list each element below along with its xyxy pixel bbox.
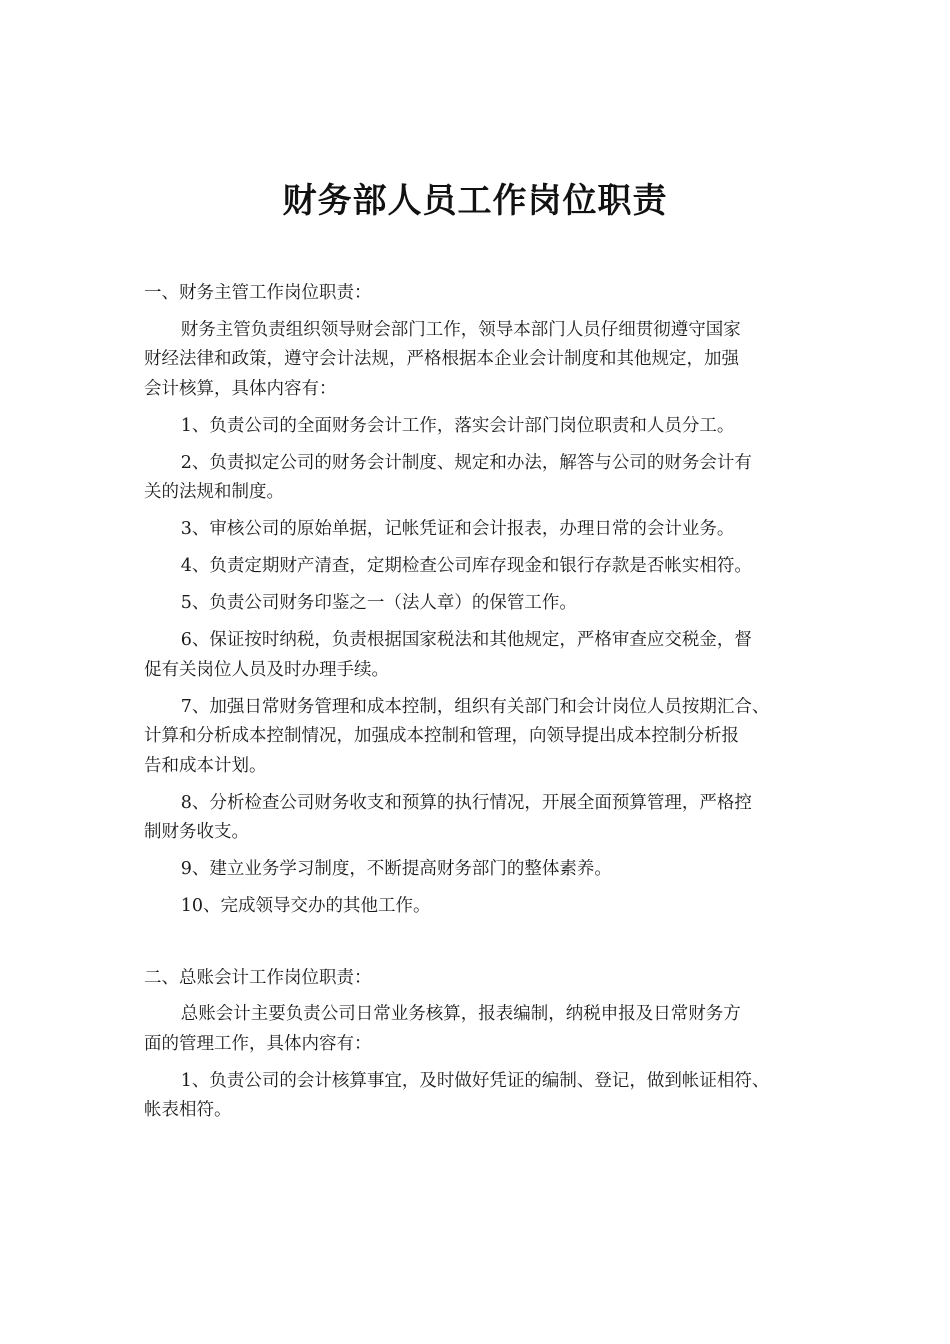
paragraph-line: 总账会计主要负责公司日常业务核算，报表编制，纳税申报及日常财务方 — [180, 1004, 741, 1024]
paragraph-line: 财经法律和政策，遵守会计法规，严格根据本企业会计制度和其他规定，加强 — [144, 349, 739, 369]
paragraph-line: 2、负责拟定公司的财务会计制度、规定和办法，解答与公司的财务会计有 — [180, 452, 752, 473]
paragraph-line: 1、负责公司的会计核算事宜，及时做好凭证的编制、登记，做到帐证相符、 — [180, 1070, 770, 1091]
paragraph-line: 8、分析检查公司财务收支和预算的执行情况，开展全面预算管理，严格控 — [180, 792, 752, 813]
list-item — [144, 693, 824, 782]
paragraph-line: 6、保证按时纳税，负责根据国家税法和其他规定，严格审查应交税金，督 — [180, 630, 752, 650]
paragraph-line: 告和成本计划。 — [144, 755, 267, 776]
paragraph-line: 促有关岗位人员及时办理手续。 — [144, 659, 389, 680]
paragraph-line: 1、负责公司的全面财务会计工作，落实会计部门岗位职责和人员分工。 — [180, 415, 735, 436]
paragraph-line: 计算和分析成本控制情况，加强成本控制和管理，向领导提出成本控制分析报 — [144, 726, 739, 746]
list-item — [144, 1067, 824, 1126]
list-item — [144, 552, 824, 582]
section-finance-supervisor — [144, 279, 824, 922]
paragraph-line: 4、负责定期财产清查，定期检查公司库存现金和银行存款是否帐实相符。 — [180, 556, 752, 576]
paragraph-line: 9、建立业务学习制度，不断提高财务部门的整体素养。 — [180, 859, 612, 879]
paragraph-line: 7、加强日常财务管理和成本控制，组织有关部门和会计岗位人员按期汇合、 — [180, 696, 770, 717]
list-item — [144, 855, 824, 885]
list-item — [144, 789, 824, 848]
list-item — [144, 892, 824, 922]
paragraph-line: 财务主管负责组织领导财会部门工作，领导本部门人员仔细贯彻遵守国家 — [180, 319, 741, 340]
list-item — [144, 412, 824, 442]
document-body — [144, 279, 824, 1133]
list-item — [144, 449, 824, 508]
paragraph-line: 帐表相符。 — [144, 1100, 232, 1120]
section-heading: 二、总账会计工作岗位职责： — [144, 967, 372, 988]
section-general-ledger-accountant — [144, 964, 824, 1126]
list-item — [144, 626, 824, 685]
paragraph-line: 制财务收支。 — [144, 822, 249, 842]
list-item — [144, 515, 824, 545]
paragraph-intro — [144, 1000, 824, 1059]
paragraph-line: 3、审核公司的原始单据，记帐凭证和会计报表，办理日常的会计业务。 — [180, 519, 735, 539]
paragraph-line: 10、完成领导交办的其他工作。 — [180, 896, 431, 916]
document-title: 财务部人员工作岗位职责 — [282, 180, 668, 221]
paragraph-line: 关的法规和制度。 — [144, 482, 284, 502]
list-item — [144, 589, 824, 619]
paragraph-intro — [144, 316, 824, 405]
paragraph-line: 会计核算，具体内容有： — [144, 378, 337, 399]
section-heading: 一、财务主管工作岗位职责： — [144, 283, 372, 303]
paragraph-line: 5、负责公司财务印鉴之一（法人章）的保管工作。 — [180, 593, 577, 613]
paragraph-line: 面的管理工作，具体内容有： — [144, 1033, 372, 1054]
